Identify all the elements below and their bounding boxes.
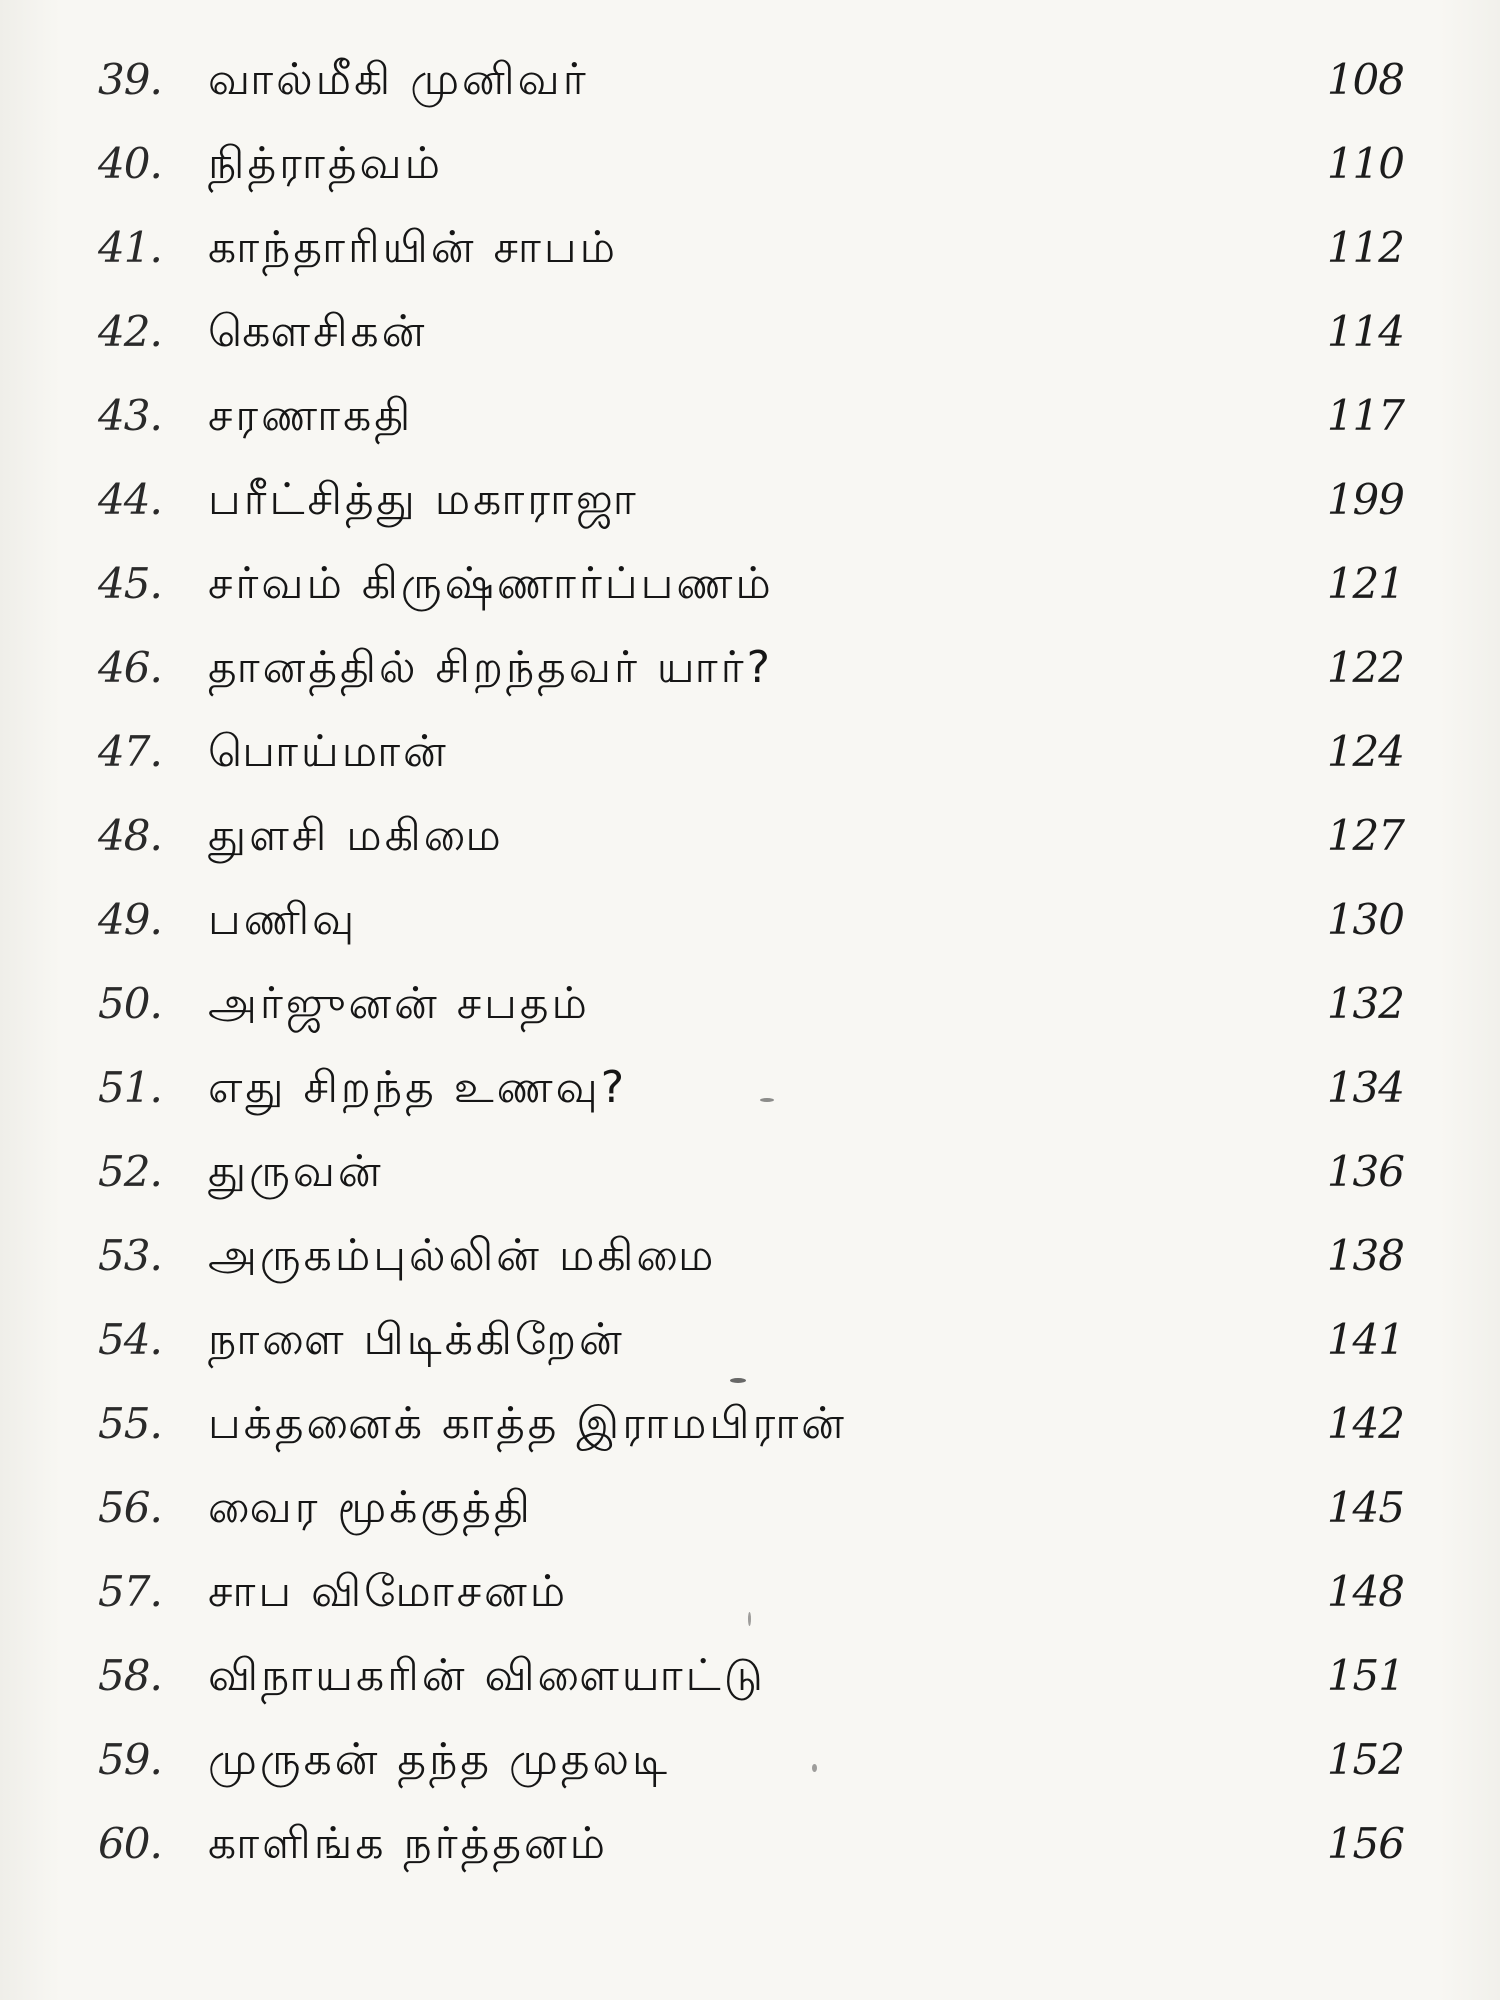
print-speck (760, 1098, 774, 1102)
entry-title: அர்ஜுனன் சபதம் (208, 978, 590, 1029)
entry-number: 59. (98, 1735, 162, 1784)
entry-page-number: 141 (1326, 1315, 1404, 1364)
entry-number: 48. (98, 811, 162, 860)
entry-number: 52. (98, 1147, 162, 1196)
entry-page-number: 117 (1326, 391, 1404, 440)
entry-page-number: 142 (1326, 1399, 1404, 1448)
toc-entry (0, 1218, 1500, 1302)
entry-title: நாளை பிடிக்கிறேன் (208, 1314, 625, 1365)
toc-entry (0, 966, 1500, 1050)
entry-title: வைர மூக்குத்தி (208, 1482, 533, 1533)
entry-page-number: 145 (1326, 1483, 1404, 1532)
entry-title: காளிங்க நர்த்தனம் (208, 1818, 609, 1869)
entry-page-number: 127 (1326, 811, 1404, 860)
entry-title: சர்வம் கிருஷ்ணார்ப்பணம் (208, 558, 774, 609)
entry-number: 49. (98, 895, 162, 944)
toc-entry (0, 210, 1500, 294)
entry-title: துளசி மகிமை (208, 810, 504, 861)
entry-number: 53. (98, 1231, 162, 1280)
toc-entry (0, 42, 1500, 126)
entry-number: 55. (98, 1399, 162, 1448)
toc-entry (0, 1722, 1500, 1806)
print-speck (812, 1764, 817, 1772)
toc-entry (0, 1470, 1500, 1554)
print-speck (748, 1612, 751, 1626)
entry-page-number: 121 (1326, 559, 1404, 608)
entry-number: 46. (98, 643, 162, 692)
entry-title: காந்தாரியின் சாபம் (208, 222, 618, 273)
entry-number: 50. (98, 979, 162, 1028)
entry-title: தானத்தில் சிறந்தவர் யார்? (208, 642, 773, 693)
toc-entry (0, 126, 1500, 210)
print-speck (730, 1378, 746, 1383)
entry-title: பொய்மான் (208, 726, 449, 777)
toc-entry (0, 546, 1500, 630)
entry-title: பரீட்சித்து மகாராஜா (208, 474, 639, 525)
entry-number: 54. (98, 1315, 162, 1364)
entry-title: பக்தனைக் காத்த இராமபிரான் (208, 1398, 847, 1449)
entry-number: 43. (98, 391, 162, 440)
entry-page-number: 134 (1326, 1063, 1404, 1112)
entry-page-number: 199 (1326, 475, 1404, 524)
entry-title: சரணாகதி (208, 390, 414, 441)
entry-number: 41. (98, 223, 162, 272)
toc-entry (0, 882, 1500, 966)
entry-title: எது சிறந்த உணவு? (208, 1062, 628, 1113)
entry-title: விநாயகரின் விளையாட்டு (208, 1650, 766, 1701)
toc-entry (0, 798, 1500, 882)
entry-title: முருகன் தந்த முதலடி (208, 1734, 671, 1785)
toc-entry (0, 1302, 1500, 1386)
entry-page-number: 132 (1326, 979, 1404, 1028)
entry-number: 56. (98, 1483, 162, 1532)
toc-entry (0, 1050, 1500, 1134)
entry-page-number: 112 (1326, 223, 1404, 272)
entry-page-number: 108 (1326, 55, 1404, 104)
entry-page-number: 152 (1326, 1735, 1404, 1784)
toc-entry (0, 294, 1500, 378)
entry-number: 45. (98, 559, 162, 608)
entry-page-number: 110 (1326, 139, 1404, 188)
toc-entry (0, 630, 1500, 714)
entry-page-number: 130 (1326, 895, 1404, 944)
entry-title: சாப விமோசனம் (208, 1566, 569, 1617)
entry-title: நித்ராத்வம் (208, 138, 443, 189)
entry-number: 60. (98, 1819, 162, 1868)
entry-page-number: 124 (1326, 727, 1404, 776)
entry-page-number: 136 (1326, 1147, 1404, 1196)
toc-entry (0, 1638, 1500, 1722)
entry-page-number: 148 (1326, 1567, 1404, 1616)
toc-entry (0, 1806, 1500, 1890)
toc-entry (0, 1134, 1500, 1218)
toc-entry (0, 1386, 1500, 1470)
entry-title: துருவன் (208, 1146, 384, 1197)
entry-page-number: 151 (1326, 1651, 1404, 1700)
entry-number: 40. (98, 139, 162, 188)
entry-page-number: 114 (1326, 307, 1404, 356)
entry-number: 47. (98, 727, 162, 776)
entry-title: வால்மீகி முனிவர் (208, 54, 589, 105)
entry-page-number: 122 (1326, 643, 1404, 692)
entry-number: 58. (98, 1651, 162, 1700)
toc-entry (0, 714, 1500, 798)
entry-page-number: 138 (1326, 1231, 1404, 1280)
entry-number: 42. (98, 307, 162, 356)
entry-number: 51. (98, 1063, 162, 1112)
entry-title: பணிவு (208, 894, 358, 945)
entry-page-number: 156 (1326, 1819, 1404, 1868)
entry-number: 57. (98, 1567, 162, 1616)
toc-entry (0, 462, 1500, 546)
entry-title: கௌசிகன் (208, 306, 428, 357)
entry-title: அருகம்புல்லின் மகிமை (208, 1230, 717, 1281)
entry-number: 39. (98, 55, 162, 104)
toc-entry (0, 378, 1500, 462)
entry-number: 44. (98, 475, 162, 524)
